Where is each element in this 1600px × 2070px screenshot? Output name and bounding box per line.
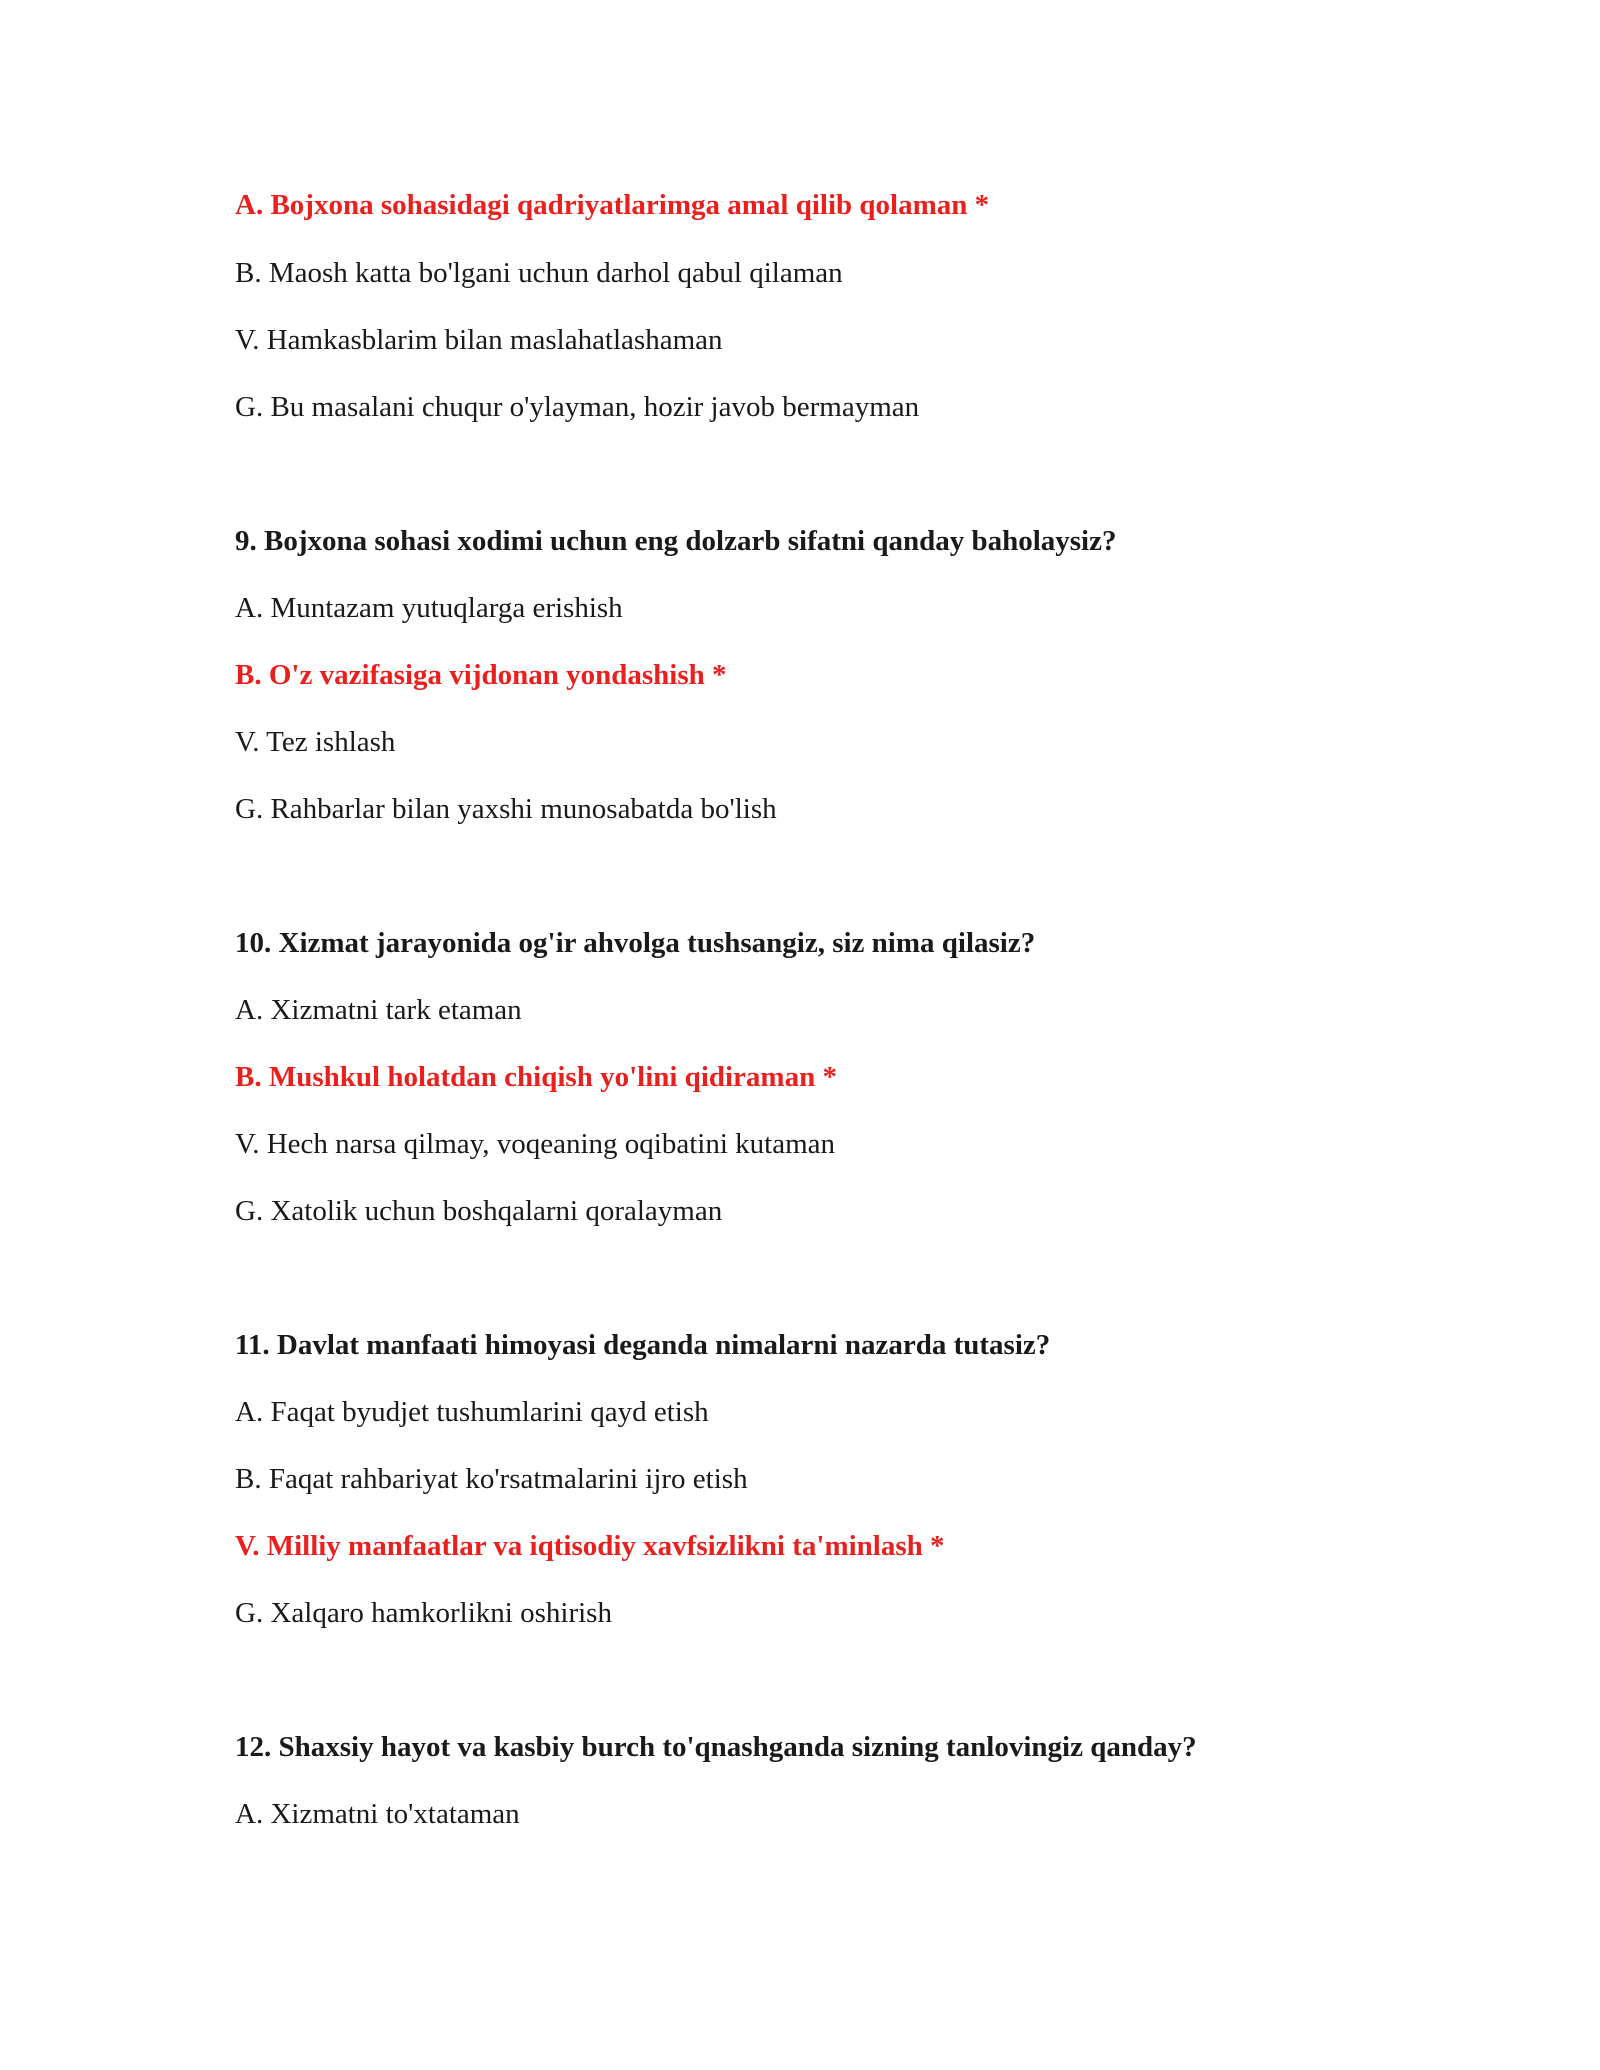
q10-option-b: B. Mushkul holatdan chiqish yo'lini qidiraman * (235, 1061, 837, 1093)
q9-option-v: V. Tez ishlash (235, 726, 396, 758)
q8-option-b: B. Maosh katta bo'lgani uchun darhol qabul qilaman (235, 257, 843, 289)
q9-option-g: G. Rahbarlar bilan yaxshi munosabatda bo'lish (235, 793, 777, 825)
q12-option-a: A. Xizmatni to'xtataman (235, 1798, 520, 1830)
q9-option-a: A. Muntazam yutuqlarga erishish (235, 592, 623, 624)
q10-question: 10. Xizmat jarayonida og'ir ahvolga tushsangiz, siz nima qilasiz? (235, 927, 1036, 959)
q11-option-b: B. Faqat rahbariyat ko'rsatmalarini ijro etish (235, 1463, 748, 1495)
q11-question: 11. Davlat manfaati himoyasi deganda nimalarni nazarda tutasiz? (235, 1329, 1051, 1361)
q8-option-a: A. Bojxona sohasidagi qadriyatlarimga amal qilib qolaman * (235, 189, 990, 221)
q11-option-v: V. Milliy manfaatlar va iqtisodiy xavfsizlikni ta'minlash * (235, 1530, 945, 1562)
q9-option-b: B. O'z vazifasiga vijdonan yondashish * (235, 659, 727, 691)
q11-option-a: A. Faqat byudjet tushumlarini qayd etish (235, 1396, 709, 1428)
q10-option-a: A. Xizmatni tark etaman (235, 994, 522, 1026)
q9-question: 9. Bojxona sohasi xodimi uchun eng dolzarb sifatni qanday baholaysiz? (235, 525, 1117, 557)
q8-option-v: V. Hamkasblarim bilan maslahatlashaman (235, 324, 723, 356)
q11-option-g: G. Xalqaro hamkorlikni oshirish (235, 1597, 612, 1629)
q10-option-v: V. Hech narsa qilmay, voqeaning oqibatini kutaman (235, 1128, 835, 1160)
q10-option-g: G. Xatolik uchun boshqalarni qoralayman (235, 1195, 723, 1227)
q12-question: 12. Shaxsiy hayot va kasbiy burch to'qnashganda sizning tanlovingiz qanday? (235, 1731, 1197, 1763)
q8-option-g: G. Bu masalani chuqur o'ylayman, hozir javob bermayman (235, 391, 920, 423)
